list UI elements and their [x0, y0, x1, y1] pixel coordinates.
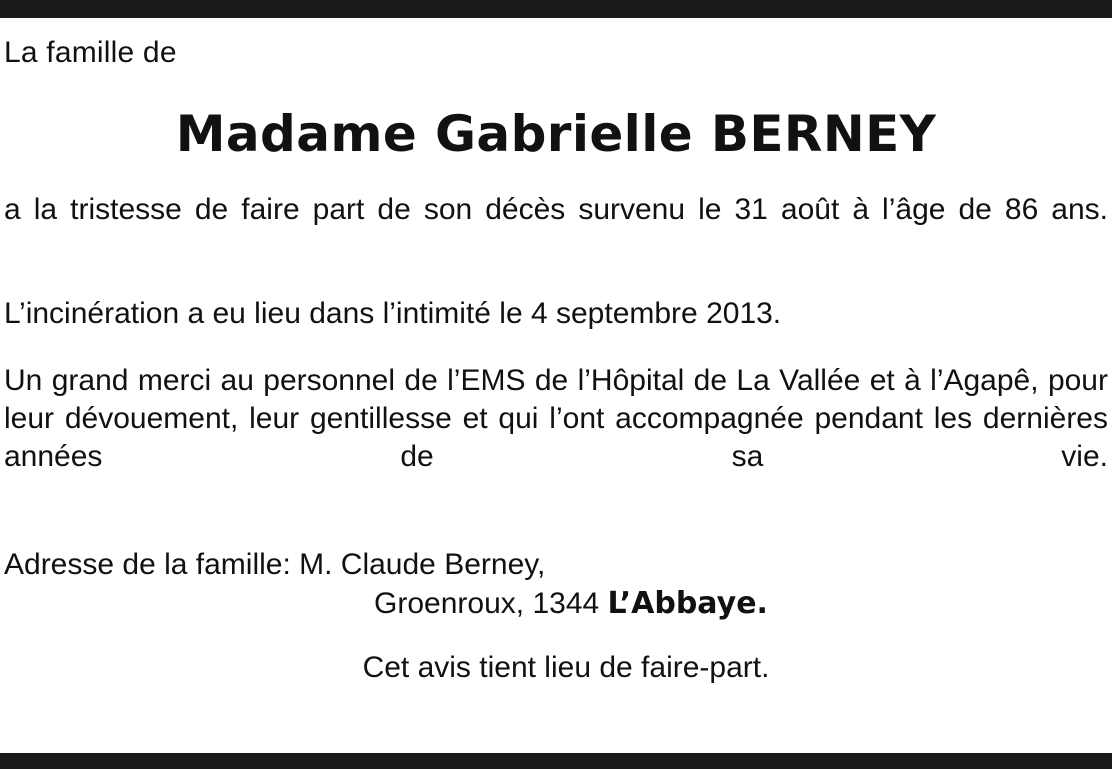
intro-line: La famille de — [4, 36, 177, 69]
address-locality: Groenroux, 1344 — [374, 587, 608, 621]
deceased-name: Madame Gabrielle BERNEY — [175, 104, 937, 163]
cremation-paragraph: L’incinération a eu lieu dans l’intimité le 4 septembre 2013. — [4, 297, 782, 331]
closing-line: Cet avis tient lieu de faire-part. — [362, 651, 770, 685]
bottom-rule-divider — [0, 753, 1112, 769]
thanks-paragraph: Un grand merci au personnel de l’EMS de l’Hôpital de La Vallée et à l’Agapê, pour leur dévouement, leur gentillesse et qui l’ont accompagnée pendant les dernières années de sa vie. — [4, 363, 1108, 474]
family-address-block — [4, 545, 1108, 623]
top-rule-divider — [0, 0, 1112, 18]
address-town: L’Abbaye. — [607, 586, 768, 622]
announcement-paragraph: a la tristesse de faire part de son décès survenu le 31 août à l’âge de 86 ans. — [4, 192, 1108, 226]
notice-body — [0, 36, 1112, 685]
address-line-1: Adresse de la famille: M. Claude Berney, — [4, 548, 546, 582]
address-line-2 — [4, 584, 1108, 623]
